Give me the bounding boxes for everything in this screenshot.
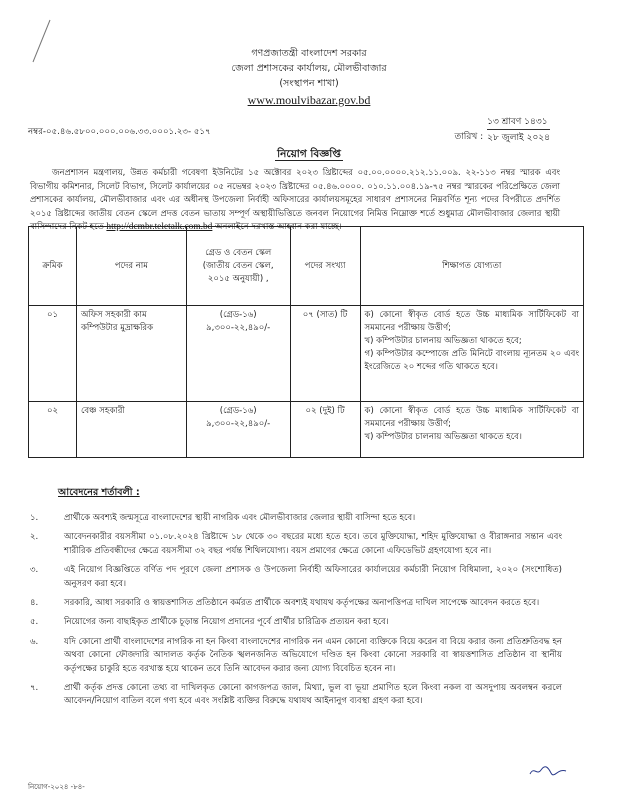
list-item: ১. প্রার্থীকে অবশ্যই জন্মসূত্রে বাংলাদেশের স্থায়ী নাগরিক এবং মৌলভীবাজার জেলার স্থায়ী বাসিন্দা হতে হবে। <box>30 513 416 523</box>
office-name: জেলা প্রশাসকের কার্যালয়, মৌলভীবাজার <box>231 63 387 74</box>
office-header <box>0 46 618 108</box>
list-item: ২. আবেদনকারীর বয়সসীমা ০১.০৮.২০২৪ খ্রিষ্টাব্দে ১৮ থেকে ৩০ বছরের মধ্যে হতে হবে। তবে মুক্তিযোদ্ধা, শহিদ মুক্তিযোদ্ধা ও বীরাঙ্গনার সন্তান এবং শারীরিক প্রতিবন্ধীদের ক্ষেত্রে বয়সসীমা ৩২ বছর পর্যন্ত শিথিলযোগ্য। বয়স প্রমাণের ক্ষেত্রে কোনো এফিডেভিট গ্রহণযোগ্য হবে না। <box>30 532 562 556</box>
section-name: (সংস্থাপন শাখা) <box>279 78 339 89</box>
posts-table <box>28 226 584 458</box>
notice-title: নিয়োগ বিজ্ঞপ্তি <box>277 148 341 160</box>
row-serial: ০২ <box>29 402 77 458</box>
header-serial: ক্রমিক <box>29 227 77 306</box>
row-post: বেঞ্চ সহকারী <box>76 402 186 458</box>
row-qualification: ক) কোনো স্বীকৃত বোর্ড হতে উচ্চ মাধ্যমিক সার্টিফিকেট বা সমমানের পরীক্ষায় উত্তীর্ণ; খ) কম্পিউটার চালনায় অভিজ্ঞতা থাকতে হবে; গ) কম্পিউটার কম্পোজে প্রতি মিনিটে বাংলায় ন্যূনতম ২০ এবং ইংরেজিতে ২০ শব্দের গতি থাকতে হবে। <box>360 306 583 402</box>
list-item: ৭. প্রার্থী কর্তৃক প্রদত্ত কোনো তথ্য বা দাখিলকৃত কোনো কাগজপত্র জাল, মিথ্যা, ভুল বা ভূয়া প্রমাণিত হলে কিংবা নকল বা অসদুপায় অবলম্বন করলে আবেদন/নিয়োগ বাতিল বলে গণ্য হবে এবং সংশ্লিষ্ট ব্যক্তির বিরুদ্ধে যথাযথ আইনানুগ ব্যবস্থা গ্রহণ করা হবে। <box>30 683 562 707</box>
list-item: ৪. সরকারি, আধা সরকারি ও স্বায়ত্তশাসিত প্রতিষ্ঠানে কর্মরত প্রার্থীকে অবশ্যই যথাযথ কর্তৃপক্ষের অনাপত্তিপত্র দাখিল সাপেক্ষে আবেদন করতে হবে। <box>30 598 540 609</box>
list-item: ৩. এই নিয়োগ বিজ্ঞপ্তিতে বর্ণিত পদ পূরণে জেলা প্রশাসক ও উপজেলা নির্বাহী অফিসারের কার্যালয়ের কর্মচারী নিয়োগ বিধিমালা, ২০২০ (সংশোধিত) অনুসরণ করা হবে। <box>30 565 562 589</box>
date-bangla: ১৩ শ্রাবণ ১৪৩১ <box>487 117 548 127</box>
row-serial: ০১ <box>29 306 77 402</box>
header-grade: গ্রেড ও বেতন স্কেল (জাতীয় বেতন স্কেল, ২০১৫ অনুযায়ী) , <box>186 227 290 306</box>
header-post: পদের নাম <box>76 227 186 306</box>
row-grade: (গ্রেড-১৬) ৯,৩০০-২২,৪৯০/- <box>186 402 290 458</box>
row-count: ০৭ (সাত) টি <box>290 306 360 402</box>
row-count: ০২ (দুই) টি <box>290 402 360 458</box>
date-label: তারিখ : <box>454 132 484 142</box>
list-item: ৫. নিয়োগের জন্য বাছাইকৃত প্রার্থীকে চূড়ান্ত নিয়োগ প্রদানের পূর্বে প্রার্থীর চারিত্রিক প্রত্যয়ন করা হবে। <box>30 617 389 628</box>
intro-paragraph <box>30 166 560 235</box>
table-header-row <box>29 227 584 306</box>
memo-number: নম্বর-০৫.৪৬.৫৮০০.০০০.০০৬.৩৩.০০০১.২৩- ৫১৭ <box>28 127 211 137</box>
header-qualification: শিক্ষাগত যোগ্যতা <box>360 227 583 306</box>
footer-code: নিয়োগ-২০২৪ -৮৪- <box>28 783 85 791</box>
table-row <box>29 306 584 402</box>
list-item: ৬. যদি কোনো প্রার্থী বাংলাদেশের নাগরিক না হন কিংবা বাংলাদেশের নাগরিক নন এমন কোনো ব্যক্তিকে বিয়ে করেন বা বিয়ে করার জন্য প্রতিশ্রুতিবদ্ধ হন অথবা কোনো ফৌজদারি আদালত কর্তৃক নৈতিক স্খলনজনিত অভিযোগে দণ্ডিত হন কিংবা কোনো সরকারি বা স্বায়ত্তশাসিত প্রতিষ্ঠান বা স্থানীয় কর্তৃপক্ষের চাকুরি হতে বরখাস্ত হয়ে থাকেন তবে তিনি আবেদন করার জন্য যোগ্য বিবেচিত হবেন না। <box>30 636 562 674</box>
date-english: ২৮ জুলাই ২০২৪ <box>487 129 550 145</box>
row-grade: (গ্রেড-১৬) ৯,৩০০-২২,৪৯০/- <box>186 306 290 402</box>
application-link[interactable]: http://dcmbr.teletalk.com.bd <box>106 222 213 233</box>
government-name: গণপ্রজাতন্ত্রী বাংলাদেশ সরকার <box>251 48 367 59</box>
date-block <box>454 114 550 145</box>
intro-text: জনপ্রশাসন মন্ত্রণালয়, উন্নত কর্মচারী গবেষণা ইউনিটের ১৫ অক্টোবর ২০২৩ খ্রিষ্টাব্দের ০৫.০০.০০০০.২১২.১১.০০৯. ২২-১১৩ নম্বর স্মারক এবং বিভাগীয় কমিশনার, সিলেট বিভাগ, সিলেট কার্যালয়ের ০৫ নভেম্বর ২০২৩ খ্রিষ্টাব্দের ০৫.৪৬.০০০০. ০১০.১১.০০৪.১৯-৭৫ নম্বর স্মারকের পরিপ্রেক্ষিতে জেলা প্রশাসকের কার্যালয়, মৌলভীবাজার এবং এর অধীনস্থ উপজেলা নির্বাহী অফিসারের কার্যালয়সমূহের সাধারণ প্রশাসনের নিম্নবর্ণিত শূন্য পদের বিপরীতে প্রদর্শিত ২০১৫ খ্রিষ্টাব্দের জাতীয় বেতন স্কেলে প্রদত্ত বেতন ভাতায় সম্পূর্ণ অস্থায়ীভিত্তিতে জনবল নিয়োগের নিমিত্ত নিম্নোক্ত শর্তে শুধুমাত্র মৌলভীবাজার জেলার স্থায়ী বাসিন্দাদের নিকট হতে <box>30 167 560 232</box>
signature-mark <box>528 764 568 778</box>
terms-title: আবেদনের শর্তাবলী : <box>58 487 140 498</box>
header-count: পদের সংখ্যা <box>290 227 360 306</box>
table-row <box>29 402 584 458</box>
website-link[interactable]: www.moulvibazar.gov.bd <box>247 93 371 107</box>
intro-tail: অনলাইনে দরখাস্ত আহ্বান করা যাচ্ছে। <box>215 221 342 232</box>
row-post: অফিস সহকারী কাম কম্পিউটার মুদ্রাক্ষরিক <box>76 306 186 402</box>
terms-list <box>30 512 562 715</box>
row-qualification: ক) কোনো স্বীকৃত বোর্ড হতে উচ্চ মাধ্যমিক সার্টিফিকেট বা সমমানের পরীক্ষায় উত্তীর্ণ; খ) কম্পিউটার চালনায় অভিজ্ঞতা থাকতে হবে। <box>360 402 583 458</box>
